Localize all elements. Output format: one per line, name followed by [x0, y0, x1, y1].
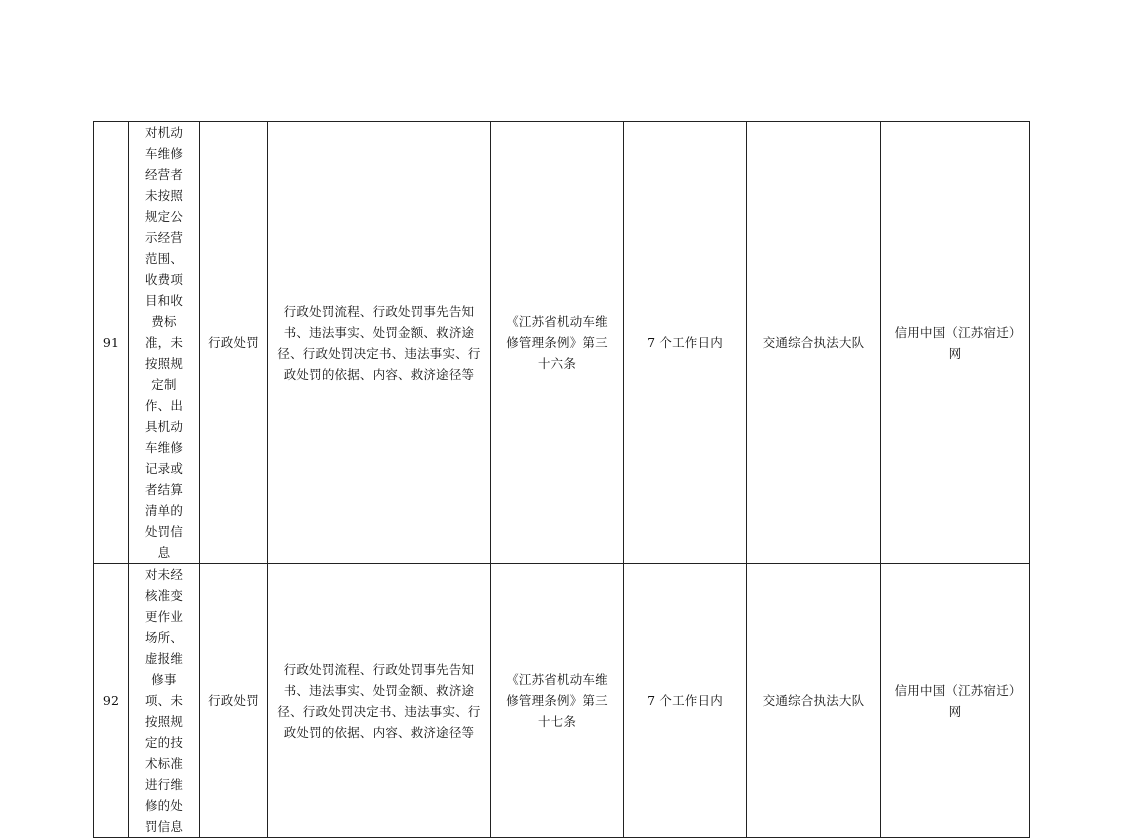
channel-cell — [881, 564, 1030, 838]
table-row — [94, 122, 1030, 564]
legal-basis: 《江苏省机动车维修管理条例》第三十七条 — [506, 672, 608, 729]
item-name: 对机动车维修经营者未按照规定公示经营范围、收费项目和收费标准，未按照规定制作、出具机动车维修记录或者结算清单的处罚信息 — [144, 125, 184, 560]
disclosure-content: 行政处罚流程、行政处罚事先告知书、违法事实、处罚金额、救济途径、行政处罚决定书、违法事实、行政处罚的依据、内容、救济途径等 — [277, 661, 481, 740]
disclosure-table — [93, 121, 1030, 838]
category: 行政处罚 — [208, 335, 259, 350]
department-cell — [747, 564, 881, 838]
time-limit-cell — [624, 122, 747, 564]
category-cell — [200, 564, 268, 838]
content-cell — [268, 564, 491, 838]
channel-cell — [881, 122, 1030, 564]
content-cell — [268, 122, 491, 564]
category-cell — [200, 122, 268, 564]
time-limit: 7 个工作日内 — [647, 693, 723, 708]
department: 交通综合执法大队 — [762, 335, 865, 350]
row-number-cell — [94, 122, 129, 564]
time-limit: 7 个工作日内 — [647, 335, 723, 350]
category: 行政处罚 — [208, 693, 259, 708]
basis-cell — [491, 122, 624, 564]
legal-basis: 《江苏省机动车维修管理条例》第三十六条 — [506, 314, 608, 371]
row-number: 91 — [102, 335, 120, 350]
basis-cell — [491, 564, 624, 838]
department: 交通综合执法大队 — [762, 693, 865, 708]
row-number: 92 — [102, 693, 120, 708]
disclosure-channel: 信用中国（江苏宿迁）网 — [894, 682, 1016, 719]
disclosure-channel: 信用中国（江苏宿迁）网 — [894, 324, 1016, 361]
row-number-cell — [94, 564, 129, 838]
time-limit-cell — [624, 564, 747, 838]
department-cell — [747, 122, 881, 564]
item-cell — [129, 564, 200, 838]
table-row — [94, 564, 1030, 838]
item-name: 对未经核准变更作业场所、虚报维修事项、未按照规定的技术标准进行维修的处罚信息 — [144, 567, 184, 834]
item-cell — [129, 122, 200, 564]
disclosure-content: 行政处罚流程、行政处罚事先告知书、违法事实、处罚金额、救济途径、行政处罚决定书、违法事实、行政处罚的依据、内容、救济途径等 — [277, 303, 481, 382]
